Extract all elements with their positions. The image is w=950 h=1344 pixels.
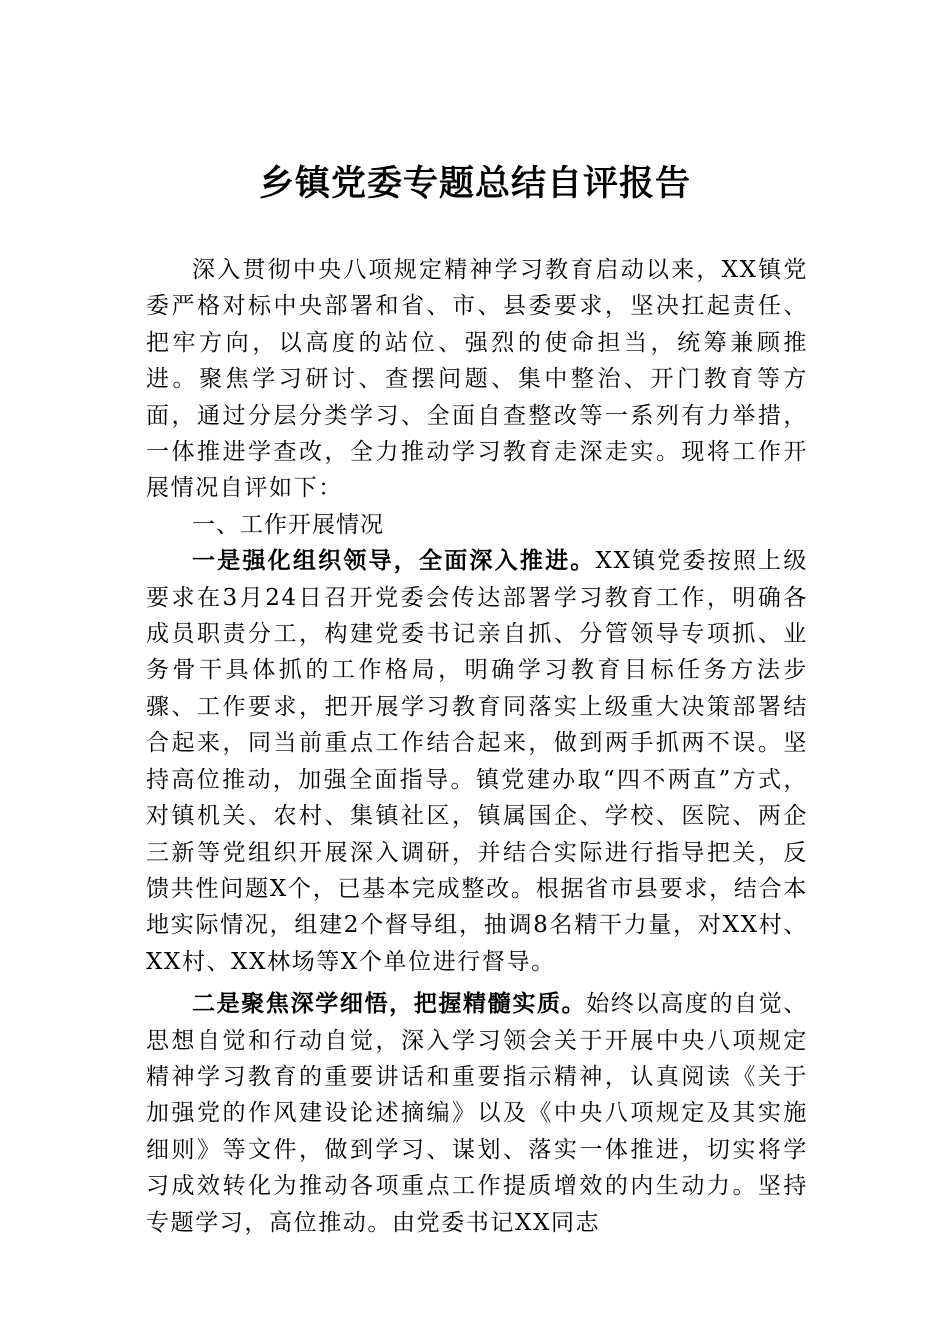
item-1-text: XX镇党委按照上级要求在3月24日召开党委会传达部署学习教育工作，明确各成员职责分工，构建党委书记亲自抓、分管领导专项抓、业务骨干具体抓的工作格局，明确学习教育目标任务方法步骤、工作要求，把开展学习教育同落实上级重大决策部署结合起来，同当前重点工作结合起来，做到两手抓两不误。坚持高位推动，加强全面指导。镇党建办取“四不两直”方式，对镇机关、农村、集镇社区，镇属国企、学校、医院、两企三新等党组织开展深入调研，并结合实际进行指导把关，反馈共性问题X个，已基本完成整改。根据省市县要求，结合本地实际情况，组建2个督导组，抽调8名精干力量，对XX村、XX村、XX林场等X个单位进行督导。 xyxy=(146,548,808,975)
item-1-lead: 一是强化组织领导，全面深入推进。 xyxy=(192,548,596,575)
intro-paragraph: 深入贯彻中央八项规定精神学习教育启动以来，XX镇党委严格对标中央部署和省、市、县委要求，坚决扛起责任、把牢方向，以高度的站位、强烈的使命担当，统筹兼顾推进。聚焦学习研讨、查摆问题、集中整治、开门教育等方面，通过分层分类学习、全面自查整改等一系列有力举措，一体推进学查改，全力推动学习教育走深走实。现将工作开展情况自评如下： xyxy=(146,257,808,502)
paragraph-item-2 xyxy=(146,986,808,1241)
paragraph-item-1 xyxy=(146,543,808,980)
document-title: 乡镇党委专题总结自评报告 xyxy=(258,163,691,204)
item-2-text: 始终以高度的自觉、思想自觉和行动自觉，深入学习领会关于开展中央八项规定精神学习教育的重要讲话和重要指示精神，认真阅读《关于加强党的作风建设论述摘编》以及《中央八项规定及其实施细则》等文件，做到学习、谋划、落实一体推进，切实将学习成效转化为推动各项重点工作提质增效的内生动力。坚持专题学习，高位推动。由党委书记XX同志 xyxy=(146,991,808,1236)
section-heading: 一、工作开展情况 xyxy=(192,511,384,538)
item-2-lead: 二是聚焦深学细悟，把握精髓实质。 xyxy=(192,991,587,1018)
document-body xyxy=(146,252,808,1241)
